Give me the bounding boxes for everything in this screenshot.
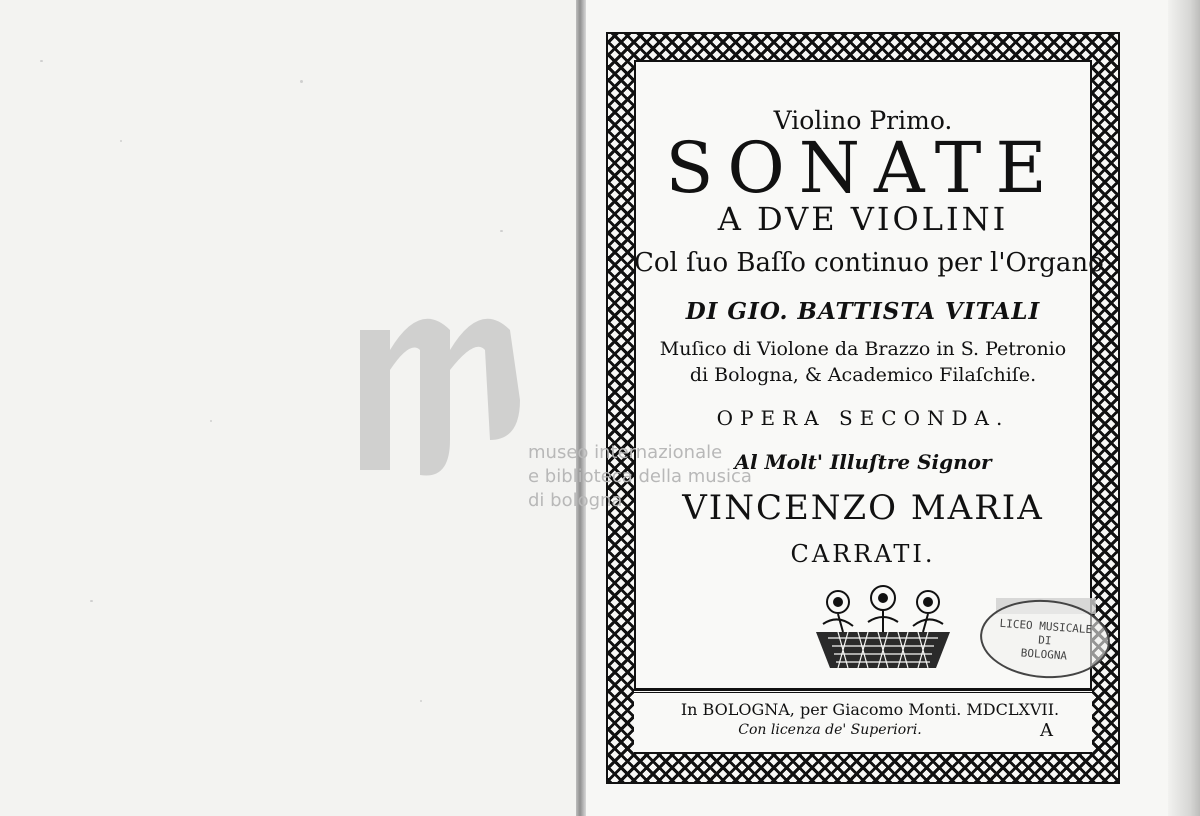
author-position-line-1: Muſico di Violone da Brazzo in S. Petronio (659, 338, 1067, 360)
signature-mark: A (1040, 720, 1053, 741)
flower-basket-ornament (808, 584, 958, 674)
page-edge (1168, 0, 1200, 816)
book-gutter (576, 0, 586, 816)
author-position-line-2: di Bologna, & Academico Filaſchiſe. (689, 364, 1037, 386)
continuo-line: Col ſuo Baſſo continuo per l'Organo (634, 248, 1104, 278)
stamp-line-3: BOLOGNA (1020, 646, 1068, 663)
stamp-line-1: LICEO MUSICALE (999, 616, 1093, 637)
imprint-line: In BOLOGNA, per Giacomo Monti. MDCLXVII. (680, 700, 1060, 719)
museum-logo-watermark (350, 290, 530, 480)
stamp-line-2: DI (1037, 633, 1052, 648)
watermark-line-3: di bologna (528, 490, 623, 511)
subtitle: A DVE VIOLINI (717, 200, 1009, 238)
license-line: Con licenza de' Superiori. (738, 722, 922, 738)
watermark-line-1: museo internazionale (528, 442, 723, 463)
author-name: DI GIO. BATTISTA VITALI (685, 298, 1041, 325)
dedication-line: Al Molt' Illuſtre Signor (734, 450, 992, 474)
opus-number: OPERA SECONDA. (716, 406, 1010, 430)
dedicatee-surname: CARRATI. (790, 540, 936, 568)
watermark-line-2: e biblioteca della musica (528, 466, 752, 487)
main-title: SONATE (665, 127, 1061, 209)
part-name: Violino Primo. (773, 106, 953, 135)
dedicatee-name: VINCENZO MARIA (682, 488, 1044, 528)
